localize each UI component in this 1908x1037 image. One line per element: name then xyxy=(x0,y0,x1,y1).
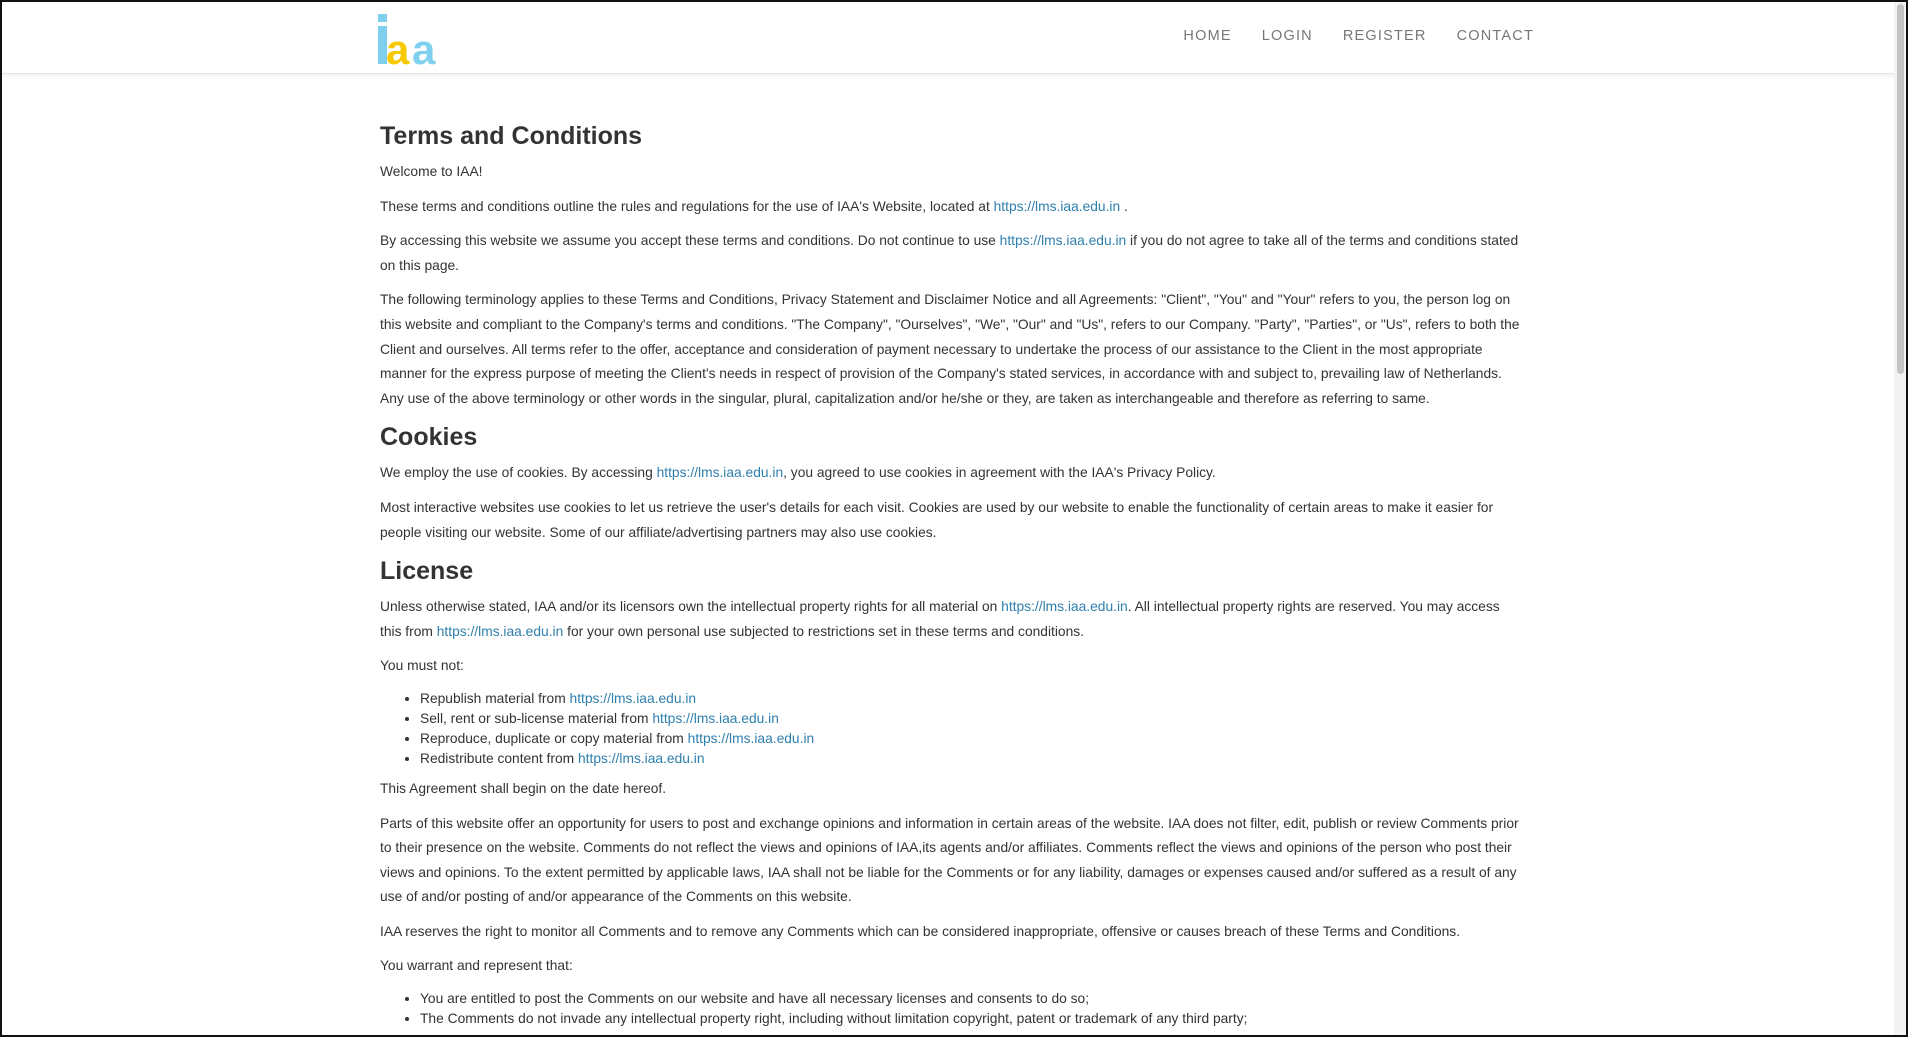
bullet-list xyxy=(380,689,1522,769)
site-header xyxy=(2,2,1906,74)
text-segment: You warrant and represent that: xyxy=(380,958,573,974)
text-segment: Parts of this website offer an opportunity for users to post and exchange opinions and information in certain areas of the website. IAA does not filter, edit, publish or review Comments prior to their presence on the website. Comments do not reflect the views and opinions of IAA,its agents and/or affiliates. Comments reflect the views and opinions of the person who post their views and opinions. To the extent permitted by applicable laws, IAA shall not be liable for the Comments or for any liability, damages or expenses caused and/or suffered as a result of any use of and/or posting of and/or appearance of the Comments on this website. xyxy=(380,815,1519,905)
nav-contact[interactable]: CONTACT xyxy=(1456,28,1534,44)
text-segment: By accessing this website we assume you accept these terms and conditions. Do not continue to use xyxy=(380,233,1000,249)
paragraph xyxy=(380,496,1522,545)
text-segment: . xyxy=(1120,198,1128,214)
text-segment: . All intellectual property rights are reserved. You may access this from xyxy=(380,599,1500,639)
site-link[interactable]: https://lms.iaa.edu.in xyxy=(999,233,1127,249)
site-link[interactable]: https://lms.iaa.edu.in xyxy=(436,623,564,639)
site-link[interactable]: https://lms.iaa.edu.in xyxy=(656,465,784,481)
page-title: Terms and Conditions xyxy=(380,122,643,150)
site-link[interactable]: https://lms.iaa.edu.in xyxy=(577,750,705,766)
section-heading: License xyxy=(380,557,474,586)
paragraph xyxy=(380,920,1522,945)
paragraph xyxy=(380,954,1522,979)
list-item xyxy=(420,749,1522,769)
main-nav xyxy=(1183,28,1534,44)
paragraph xyxy=(380,288,1522,411)
site-link[interactable]: https://lms.iaa.edu.in xyxy=(687,730,815,746)
text-segment: The Comments do not invade any intellectual property right, including without limitation copyright, patent or trademark of any third party; xyxy=(420,1011,1248,1027)
text-segment: Welcome to IAA! xyxy=(380,164,483,179)
text-segment: , you agreed to use cookies in agreement with the IAA's Privacy Policy. xyxy=(783,465,1216,481)
nav-login[interactable]: LOGIN xyxy=(1261,28,1313,44)
text-segment: Reproduce, duplicate or copy material from xyxy=(420,730,688,746)
text-segment: You must not: xyxy=(380,658,464,674)
list-item xyxy=(420,1009,1522,1029)
scrollbar[interactable] xyxy=(1894,2,1906,1035)
nav-home[interactable]: HOME xyxy=(1183,28,1232,44)
text-segment: if you do not agree to take all of the terms and conditions stated on this page. xyxy=(380,233,1519,273)
site-link[interactable]: https://lms.iaa.edu.in xyxy=(652,710,779,726)
paragraph xyxy=(380,812,1522,910)
scrollbar-thumb[interactable] xyxy=(1897,4,1904,374)
paragraph xyxy=(380,777,1522,802)
site-link[interactable]: https://lms.iaa.edu.in xyxy=(993,198,1121,214)
site-link[interactable]: https://lms.iaa.edu.in xyxy=(1001,599,1128,615)
section-heading: Cookies xyxy=(380,423,478,452)
paragraph xyxy=(380,595,1522,644)
text-segment: Republish material from xyxy=(420,690,570,706)
list-item xyxy=(420,689,1522,709)
paragraph xyxy=(380,229,1522,278)
paragraph xyxy=(380,160,1522,185)
text-segment: Most interactive websites use cookies to let us retrieve the user's details for each visit. Cookies are used by our website to enable the functionality of certain areas to make it easier for people visiting our website. Some of our affiliate/advertising partners may also use cookies. xyxy=(380,499,1494,540)
terms-content xyxy=(380,120,1522,1037)
list-item xyxy=(420,709,1522,729)
text-segment: This Agreement shall begin on the date hereof. xyxy=(380,780,667,796)
text-segment: Sell, rent or sub-license material from xyxy=(420,710,653,726)
text-segment: You are entitled to post the Comments on our website and have all necessary licenses and consents to do so; xyxy=(420,991,1090,1007)
list-item xyxy=(420,729,1522,749)
iaa-logo[interactable] xyxy=(378,14,448,66)
paragraph xyxy=(380,195,1522,220)
list-item xyxy=(420,989,1522,1009)
text-segment: These terms and conditions outline the rules and regulations for the use of IAA's Website, located at xyxy=(380,198,994,214)
text-segment: Unless otherwise stated, IAA and/or its licensors own the intellectual property rights for all material on xyxy=(380,599,1002,615)
svg-text:a: a xyxy=(412,26,436,66)
text-segment: for your own personal use subjected to restrictions set in these terms and conditions. xyxy=(563,623,1084,639)
nav-register[interactable]: REGISTER xyxy=(1342,28,1427,44)
text-segment: IAA reserves the right to monitor all Comments and to remove any Comments which can be considered inappropriate, offensive or causes breach of these Terms and Conditions. xyxy=(380,923,1461,939)
paragraph xyxy=(380,654,1522,679)
bullet-list xyxy=(380,989,1522,1029)
paragraph xyxy=(380,461,1522,486)
text-segment: We employ the use of cookies. By accessing xyxy=(380,465,657,481)
svg-text:a: a xyxy=(386,26,410,66)
text-segment: Redistribute content from xyxy=(420,750,578,766)
site-link[interactable]: https://lms.iaa.edu.in xyxy=(569,690,697,706)
text-segment: The following terminology applies to these Terms and Conditions, Privacy Statement and Disclaimer Notice and all Agreements: "Client", "You" and "Your" refers to you, the person log on this website and compliant to the Company's terms and conditions. "The Company", "Ourselves", "We", "Our" and "Us", refers to our Company. "Party", "Parties", or "Us", refers to both the Client and ourselves. All terms refer to the offer, acceptance and consideration of payment necessary to undertake the process of our assistance to the Client in the most appropriate manner for the express purpose of meeting the Client's needs in respect of provision of the Company's stated services, in accordance with and subject to, prevailing law of Netherlands. Any use of the above terminology or other words in the singular, plural, capitalization and/or he/she or they, are taken as interchangeable and therefore as referring to same. xyxy=(380,292,1520,406)
